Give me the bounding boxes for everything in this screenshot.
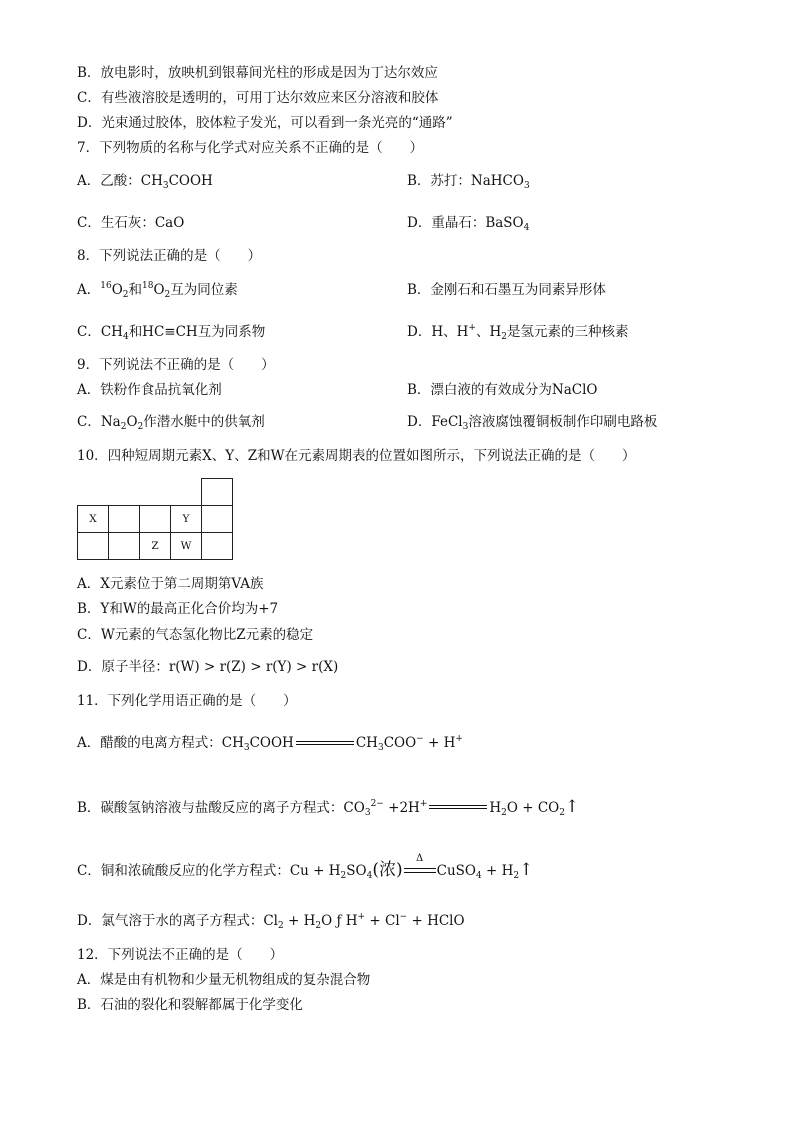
q10-option-d: D．原子半径：r(W) > r(Z) > r(Y) > r(X) bbox=[77, 659, 339, 675]
q11-option-c: C．铜和浓硫酸反应的化学方程式：$Cu + H_2SO_4$(浓) Δ CuSO$_4$ + $H_2↑$ bbox=[77, 861, 533, 880]
q11-option-a: A．醋酸的电离方程式：$CH_3COOH$ $CH_3COO^- + H^+$ bbox=[77, 734, 463, 753]
pt-cell-empty bbox=[202, 479, 233, 506]
q8-option-d: D．H、H+、$H_2$是氢元素的三种核素 bbox=[407, 323, 629, 342]
q9-option-b: B．漂白液的有效成分为NaClO bbox=[407, 382, 598, 398]
gas-arrow-icon: ↑ bbox=[519, 860, 534, 880]
q10-option-c: C．W元素的气态氢化物比Z元素的稳定 bbox=[77, 627, 314, 643]
q6-option-d: D．光束通过胶体，胶体粒子发光，可以看到一条光亮的“通路” bbox=[77, 115, 453, 131]
q9-option-c: C．$Na_2O_2$作潜水艇中的供氧剂 bbox=[77, 414, 265, 432]
q6-option-c: C．有些液溶胶是透明的，可用丁达尔效应来区分溶液和胶体 bbox=[77, 90, 439, 106]
q8-option-c: C．$CH_4$和HC≡CH互为同系物 bbox=[77, 324, 266, 342]
q10-option-b: B．Y和W的最高正化合价均为+7 bbox=[77, 601, 279, 617]
heat-condition-equals bbox=[403, 853, 437, 879]
q7-option-c: C．生石灰：CaO bbox=[77, 215, 185, 231]
q7-option-d: D．重晶石：BaSO$_4$ bbox=[407, 215, 530, 233]
q8-option-a: A．$^{16}O_2$和$^{18}O_2$互为同位素 bbox=[77, 281, 238, 300]
gas-arrow-icon: ↑ bbox=[564, 797, 580, 817]
q9-option-a: A．铁粉作食品抗氧化剂 bbox=[77, 382, 222, 398]
q9-stem: 9．下列说法不正确的是（ ） bbox=[77, 357, 275, 373]
q7-option-a: A．乙酸：$CH_3COOH$ bbox=[77, 173, 213, 191]
q7-option-b: B．苏打：NaHCO$_3$ bbox=[407, 173, 530, 191]
pt-cell-empty bbox=[78, 533, 109, 560]
q11-stem: 11．下列化学用语正确的是（ ） bbox=[77, 693, 297, 709]
q6-option-b: B．放电影时，放映机到银幕间光柱的形成是因为丁达尔效应 bbox=[77, 65, 438, 81]
pt-cell-empty bbox=[202, 506, 233, 533]
q11-option-d: D．氯气溶于水的离子方程式：$Cl_2 + H_2O$ ƒ H+ + Cl− + HClO bbox=[77, 912, 465, 931]
equals-sign bbox=[294, 734, 356, 752]
q12-stem: 12．下列说法不正确的是（ ） bbox=[77, 947, 284, 963]
pt-cell-x: X bbox=[78, 506, 109, 533]
q9-option-d: D．FeCl$_3$溶液腐蚀覆铜板制作印刷电路板 bbox=[407, 414, 658, 432]
q8-option-b: B．金刚石和石墨互为同素异形体 bbox=[407, 282, 606, 298]
pt-cell-empty bbox=[140, 506, 171, 533]
pt-cell-y: Y bbox=[171, 506, 202, 533]
equals-sign bbox=[427, 798, 489, 816]
q11-option-b: B．碳酸氢钠溶液与盐酸反应的离子方程式：$CO_3^{2-} +2H^+$ $H_2O$ + $CO_2↑$ bbox=[77, 797, 580, 818]
pt-cell-empty bbox=[109, 506, 140, 533]
pt-cell-empty bbox=[202, 533, 233, 560]
pt-cell-empty bbox=[109, 533, 140, 560]
heat-symbol: Δ bbox=[415, 853, 424, 864]
q10-stem: 10．四种短周期元素X、Y、Z和W在元素周期表的位置如图所示，下列说法正确的是（ ） bbox=[77, 448, 636, 464]
q12-option-a: A．煤是由有机物和少量无机物组成的复杂混合物 bbox=[77, 972, 371, 988]
pt-cell-z: Z bbox=[140, 533, 171, 560]
pt-cell-w: W bbox=[171, 533, 202, 560]
q7-stem: 7．下列物质的名称与化学式对应关系不正确的是（ ） bbox=[77, 140, 424, 156]
q12-option-b: B．石油的裂化和裂解都属于化学变化 bbox=[77, 997, 303, 1013]
q10-option-a: A．X元素位于第二周期第VA族 bbox=[77, 576, 264, 592]
periodic-table-figure bbox=[77, 478, 233, 560]
q8-stem: 8．下列说法正确的是（ ） bbox=[77, 248, 262, 264]
